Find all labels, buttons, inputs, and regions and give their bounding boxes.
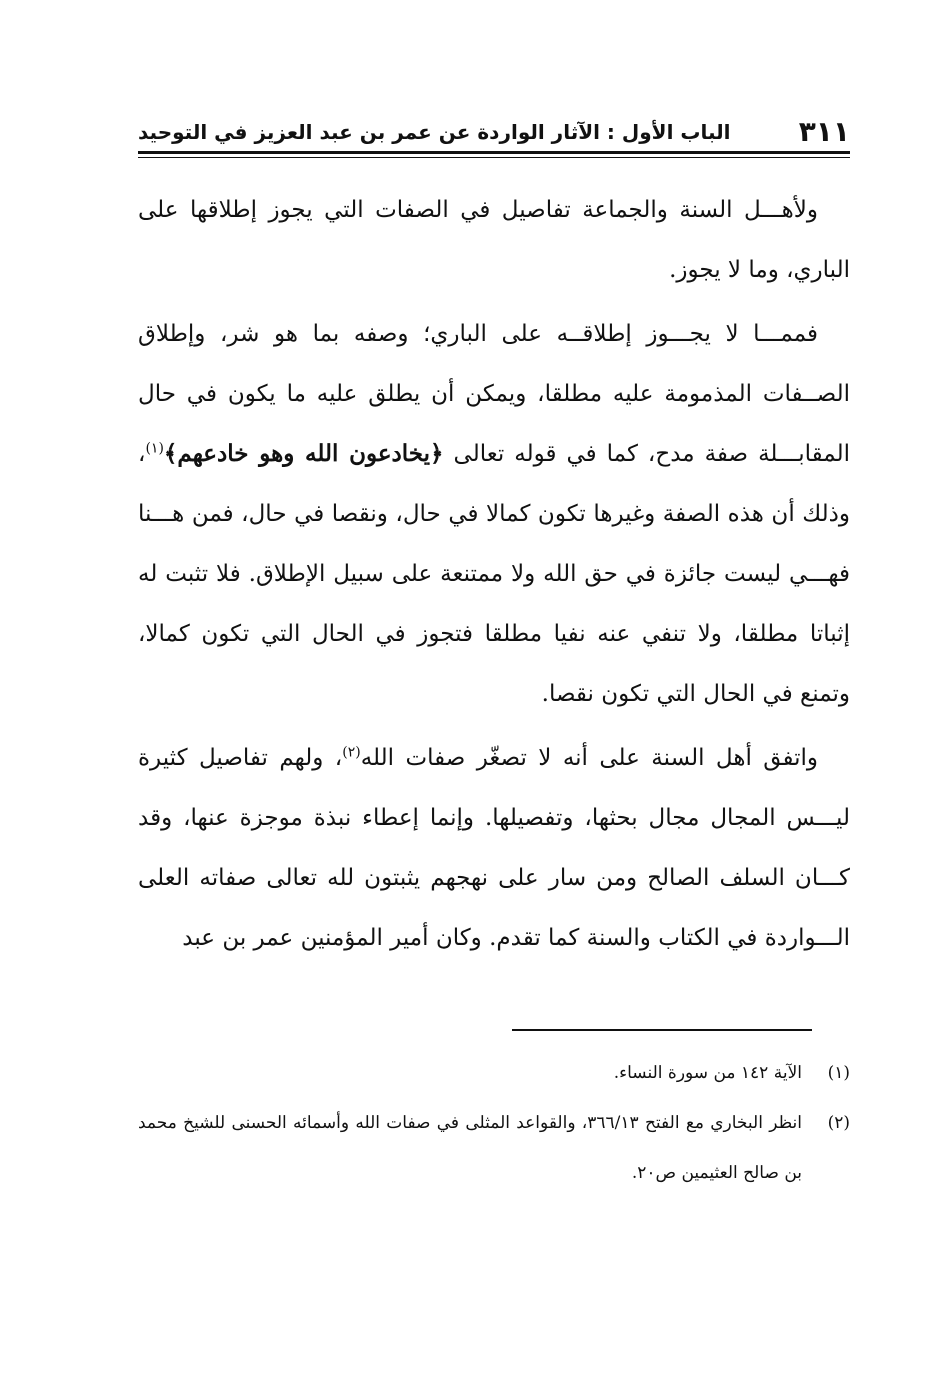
paragraph-3-end: ، ولهم تفاصيل كثيرة ليـــس المجال مجال بحثها، وتفصيلها. وإنما إعطاء نبذة موجزة عنها، وقد كـــان السلف الصالح ومن سار على نهجهم يثبتون لله تعالى صفاته العلى الـــواردة في الكتاب والسنة كما تقدم. وكان أمير المؤمنين عمر بن عبد xyxy=(138,745,850,951)
running-header xyxy=(138,110,850,150)
quran-verse: ﴿يخادعون الله وهو خادعهم﴾ xyxy=(163,440,444,467)
footnote-text: انظر البخاري مع الفتح ٣٦٦/١٣، والقواعد المثلى في صفات الله وأسمائه الحسنى للشيخ محمد بن صالح العثيمين ص٢٠. xyxy=(138,1113,802,1183)
paragraph-3-start: واتفق أهل السنة على أنه لا تصغّر صفات الله xyxy=(360,745,818,771)
paragraph-1: ولأهـــل السنة والجماعة تفاصيل في الصفات التي يجوز إطلاقها على الباري، وما لا يجوز. xyxy=(138,197,850,283)
footnote-1 xyxy=(138,1048,850,1098)
paragraph-2-end: ، وذلك أن هذه الصفة وغيرها تكون كمالا في حال، ونقصا في حال، فمن هـــنا فهـــي ليست جائزة في حق الله ولا ممتنعة على سبيل الإطلاق. فلا تثبت له إثباتا مطلقا، ولا تنفي عنه نفيا مطلقا فتجوز في الحال التي تكون كمالا، وتمنع في الحال التي تكون نقصا. xyxy=(138,441,850,707)
footnote-separator xyxy=(512,1029,812,1031)
paragraph-3 xyxy=(138,728,850,968)
footnote-marker: (٢) xyxy=(827,1113,850,1133)
main-text xyxy=(138,180,850,972)
paragraph-2-start: فممـــا لا يجـــوز إطلاقــه على الباري؛ وصفه بما هو شر، وإطلاق الصــفات المذمومة عليه مطلقا، ويمكن أن يطلق عليه ما يكون في حال المقابـــلة صفة مدح، كما في قوله تعالى xyxy=(138,321,850,467)
page-number: ٣١١ xyxy=(798,115,850,148)
footnotes xyxy=(138,1048,850,1198)
paragraph-2 xyxy=(138,304,850,724)
footnote-ref-2[interactable]: (٢) xyxy=(342,744,361,761)
footnote-marker: (١) xyxy=(827,1063,850,1083)
footnote-2 xyxy=(138,1098,850,1198)
header-rule-thick xyxy=(138,151,850,154)
chapter-title: الباب الأول : الآثار الواردة عن عمر بن عبد العزيز في التوحيد xyxy=(138,120,731,144)
footnote-text: الآية ١٤٢ من سورة النساء. xyxy=(613,1063,802,1083)
header-rule-thin xyxy=(138,157,850,158)
footnote-ref-1[interactable]: (١) xyxy=(145,440,164,457)
